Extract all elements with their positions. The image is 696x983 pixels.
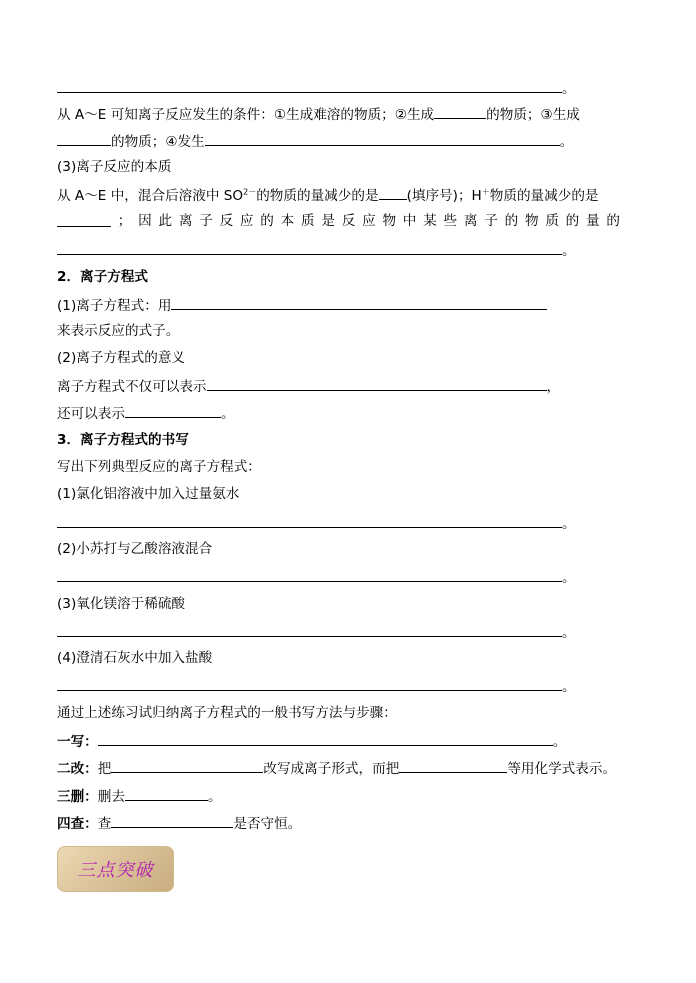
blank[interactable] [98, 731, 553, 746]
conditions-line: 从 A～E 可知离子反应发生的条件：①生成难溶的物质；②生成 的物质；③生成 [57, 104, 580, 124]
blank[interactable] [111, 758, 263, 773]
step-rewrite: 二改：把 改写成离子形式，而把 等用化学式表示。 [57, 758, 616, 778]
text-char: 物 [382, 213, 397, 229]
text-char: 的 [504, 213, 519, 229]
text-char: 某 [423, 213, 437, 229]
text-char: 应 [362, 213, 376, 229]
blank[interactable] [434, 104, 486, 119]
blank[interactable] [57, 567, 562, 582]
blank[interactable] [57, 676, 562, 691]
conditions-line-2: 的物质；④发生 。 [57, 131, 573, 151]
blank[interactable] [125, 786, 208, 801]
blank[interactable] [379, 185, 407, 200]
text-char: 的 [606, 213, 620, 229]
text-char: 质 [301, 213, 315, 229]
blank[interactable] [399, 758, 507, 773]
answer-line: 。 [57, 513, 576, 533]
exercise-item: (1)氯化铝溶液中加入过量氨水 [57, 486, 240, 502]
text-char: 的 [260, 213, 274, 229]
text-char: 质 [545, 213, 559, 229]
exercise-item: (4)澄清石灰水中加入盐酸 [57, 650, 213, 666]
blank[interactable] [57, 622, 562, 637]
answer-line: 。 [57, 676, 576, 696]
text-char: 离 [463, 213, 478, 229]
step-delete: 三删：删去 。 [57, 786, 222, 806]
section-badge [57, 846, 174, 892]
text-char: 的 [565, 213, 580, 229]
exercise-item: (3)氧化镁溶于稀硫酸 [57, 596, 186, 612]
blank[interactable] [57, 240, 562, 255]
blank[interactable] [125, 403, 221, 418]
writing-intro: 写出下列典型反应的离子方程式： [57, 459, 261, 475]
blank[interactable] [171, 295, 547, 310]
blank[interactable] [207, 376, 547, 391]
meaning-heading: (2)离子方程式的意义 [57, 350, 186, 366]
text-char: 中 [402, 213, 417, 229]
essence-line-1: 从 A～E 中，混合后溶液中 $SO^{2-}$的物质的量减少的是 (填序号)；H＋物质的量减少的是 [57, 185, 599, 205]
step-check: 四查：查 是否守恒。 [57, 813, 301, 833]
meaning-line-2: 还可以表示 。 [57, 403, 235, 423]
text-char: 离 [178, 213, 193, 229]
text-char: 量 [586, 213, 600, 229]
definition-line: (1)离子方程式：用 [57, 295, 547, 315]
blank[interactable] [111, 813, 233, 828]
blank[interactable] [57, 513, 562, 528]
text-char: 因 [138, 213, 152, 229]
exercise-item: (2)小苏打与乙酸溶液混合 [57, 541, 213, 557]
definition-line-2: 来表示反应的式子。 [57, 323, 180, 339]
step-write: 一写： 。 [57, 731, 566, 751]
blank[interactable] [57, 212, 111, 227]
text-char: 反 [219, 213, 234, 229]
text-char: 子 [484, 213, 498, 229]
blank[interactable] [57, 131, 111, 146]
summary-line: 通过上述练习试归纳离子方程式的一般书写方法与步骤： [57, 705, 397, 721]
blank[interactable] [205, 131, 560, 146]
answer-line: 。 [57, 567, 576, 587]
text-char: 子 [199, 213, 213, 229]
essence-line-2 [57, 212, 620, 230]
section-heading-essence: (3)离子反应的本质 [57, 159, 172, 175]
text-char: 此 [158, 213, 173, 229]
blank[interactable] [57, 78, 562, 93]
text-char: 应 [239, 213, 254, 229]
justified-text [57, 212, 620, 230]
text-char: 物 [524, 213, 539, 229]
text-char: 反 [341, 213, 356, 229]
text-char: ； [117, 213, 132, 229]
answer-line: 。 [57, 622, 576, 642]
text-char: 本 [280, 213, 295, 229]
text-char: 些 [443, 213, 458, 229]
meaning-line-1: 离子方程式不仅可以表示 ， [57, 376, 560, 396]
heading-writing: 3．离子方程式的书写 [57, 432, 189, 448]
answer-line-1: 。 [57, 78, 576, 98]
badge-label: 三点突破 [77, 860, 154, 881]
heading-ionic-equation: 2．离子方程式 [57, 269, 149, 285]
text-char: 是 [321, 213, 335, 229]
answer-line-essence: 。 [57, 240, 576, 260]
